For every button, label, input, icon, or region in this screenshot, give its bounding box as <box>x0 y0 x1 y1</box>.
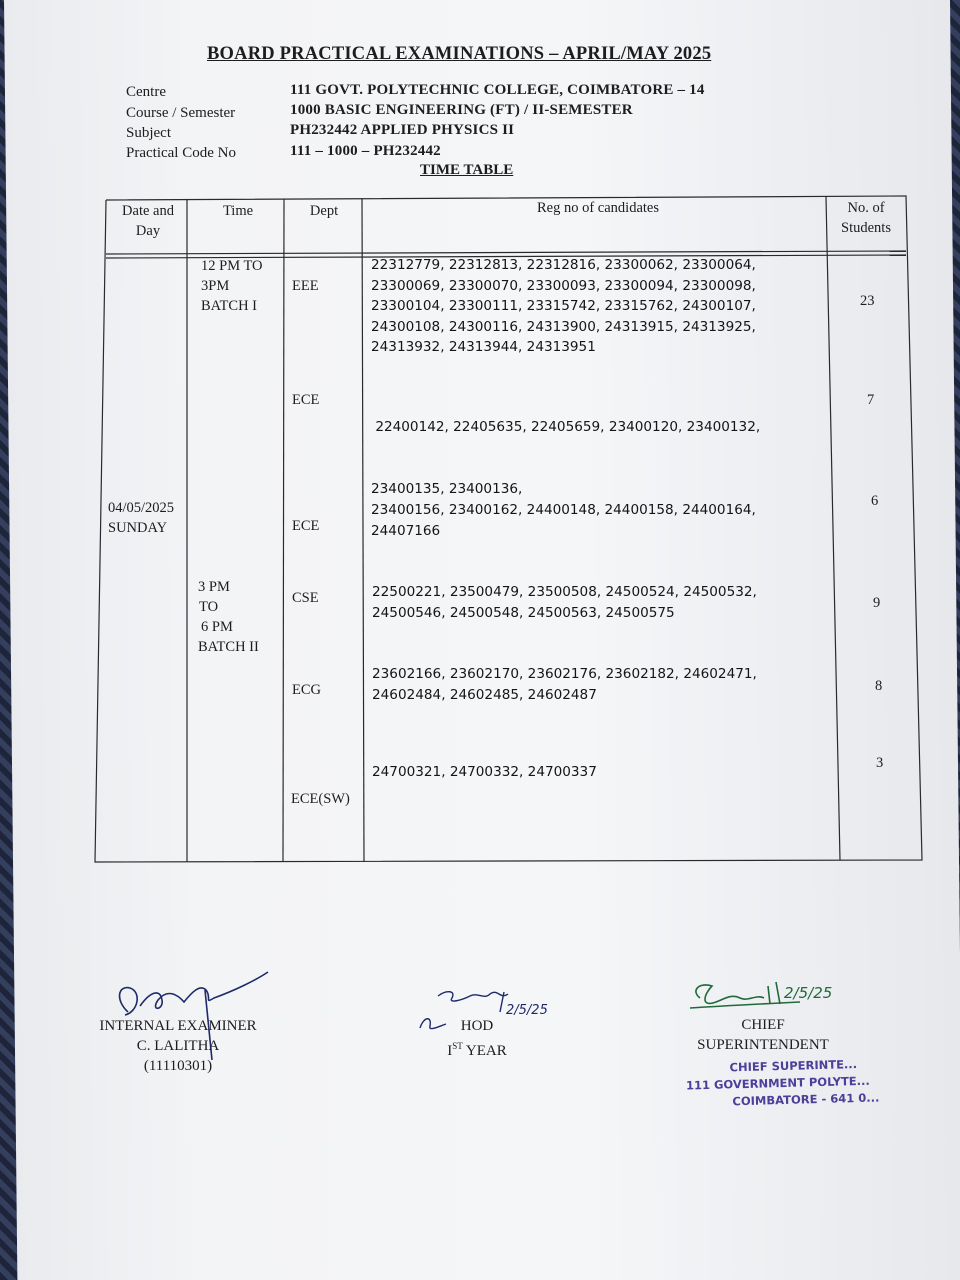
count-ece-sw: 3 <box>876 755 884 771</box>
time-table-heading: TIME TABLE <box>420 162 514 178</box>
meta-label-course: Course / Semester <box>126 105 236 121</box>
reg-line: 23300104, 23300111, 23315742, 23315762, 24300107, <box>371 298 756 314</box>
meta-value-centre: 111 GOVT. POLYTECHNIC COLLEGE, COIMBATORE – 14 <box>290 82 705 98</box>
chief-title-line1: CHIEF <box>741 1017 785 1033</box>
hod-title: HOD <box>460 1018 494 1034</box>
stamp-line3: COIMBATORE - 641 0... <box>732 1090 880 1109</box>
header-count-line2: Students <box>841 220 891 236</box>
header-date-line: Date and <box>122 203 174 219</box>
meta-label-centre: Centre <box>126 84 166 100</box>
reg-line: 23300069, 23300070, 23300093, 23300094, 23300098, <box>371 277 756 294</box>
header-reg-no: Reg no of candidates <box>536 200 659 216</box>
header-count-line1: No. of <box>847 200 885 216</box>
meta-label-practical-code: Practical Code No <box>126 145 236 161</box>
hod-block <box>432 1016 522 1061</box>
document-title: BOARD PRACTICAL EXAMINATIONS – APRIL/MAY 2025 <box>207 44 712 64</box>
reg-line: 24602484, 24602485, 24602487 <box>372 686 597 703</box>
reg-line: 23602166, 23602170, 23602176, 23602182, 24602471, <box>372 666 757 682</box>
batch-2-label: BATCH II <box>198 639 259 655</box>
batch-2-end: 6 PM <box>201 619 233 635</box>
exam-date: 04/05/2025 <box>108 500 175 516</box>
reg-line: 24407166 <box>371 522 441 539</box>
hod-year <box>432 1036 522 1061</box>
hod-year-word: YEAR <box>462 1043 507 1059</box>
reg-line: 23400156, 23400162, 24400148, 24400158, 24400164, <box>371 502 756 518</box>
count-cse: 9 <box>873 595 881 611</box>
reg-line: 24700321, 24700332, 24700337 <box>372 764 597 780</box>
count-ecg: 8 <box>875 678 883 694</box>
internal-examiner-title: INTERNAL EXAMINER <box>99 1018 257 1034</box>
exam-day: SUNDAY <box>108 520 168 536</box>
count-ece-batch1: 7 <box>867 392 875 408</box>
count-eee: 23 <box>860 293 875 309</box>
chief-superintendent-block <box>688 1015 838 1055</box>
reg-line: 22400142, 22405635, 22405659, 23400120, 23400132, <box>371 419 761 435</box>
hod-year-suffix: ST <box>452 1041 463 1051</box>
batch-1-start: 12 PM TO <box>201 258 263 274</box>
chief-title-line2: SUPERINTENDENT <box>697 1037 829 1053</box>
dept-eee: EEE <box>292 278 319 294</box>
header-dept: Dept <box>309 203 339 219</box>
hod-signature-date: 2/5/25 <box>506 1003 548 1018</box>
count-ece-batch2: 6 <box>871 493 879 509</box>
internal-examiner-id: (11110301) <box>143 1058 213 1074</box>
batch-2-to: TO <box>199 599 219 615</box>
dept-ece-sw: ECE(SW) <box>291 791 350 807</box>
chief-signature-date: 2/5/25 <box>784 984 833 1002</box>
reg-line: 22500221, 23500479, 23500508, 24500524, 24500532, <box>372 584 757 600</box>
reg-line: 23400135, 23400136, <box>371 480 523 497</box>
stamp-line1: CHIEF SUPERINTE... <box>729 1057 858 1075</box>
dept-cse: CSE <box>292 590 319 606</box>
meta-value-subject: PH232442 APPLIED PHYSICS II <box>290 122 515 138</box>
meta-label-subject: Subject <box>126 125 171 141</box>
dept-ece-batch1: ECE <box>292 392 320 408</box>
dept-ece-batch2: ECE <box>292 518 320 534</box>
reg-line: 24300108, 24300116, 24313900, 24313915, 24313925, <box>371 318 756 335</box>
batch-2-start: 3 PM <box>198 579 230 595</box>
meta-value-course: 1000 BASIC ENGINEERING (FT) / II-SEMESTER <box>290 102 633 118</box>
office-stamp <box>685 1055 879 1111</box>
batch-1-end: 3PM <box>201 278 230 294</box>
reg-line: 24313932, 24313944, 24313951 <box>371 339 596 355</box>
hod-year-numeral: I <box>447 1043 453 1059</box>
batch-1-label: BATCH I <box>201 298 257 314</box>
stamp-line2: 111 GOVERNMENT POLYTE... <box>685 1073 870 1093</box>
reg-line: 22312779, 22312813, 22312816, 23300062, 23300064, <box>371 257 756 273</box>
dept-ecg: ECG <box>292 682 321 698</box>
meta-value-practical-code: 111 – 1000 – PH232442 <box>290 143 441 159</box>
internal-examiner-block <box>93 1016 263 1076</box>
header-time: Time <box>222 203 254 219</box>
reg-line: 24500546, 24500548, 24500563, 24500575 <box>372 604 675 621</box>
header-day-line: Day <box>135 223 161 239</box>
internal-examiner-name: C. LALITHA <box>136 1038 220 1054</box>
